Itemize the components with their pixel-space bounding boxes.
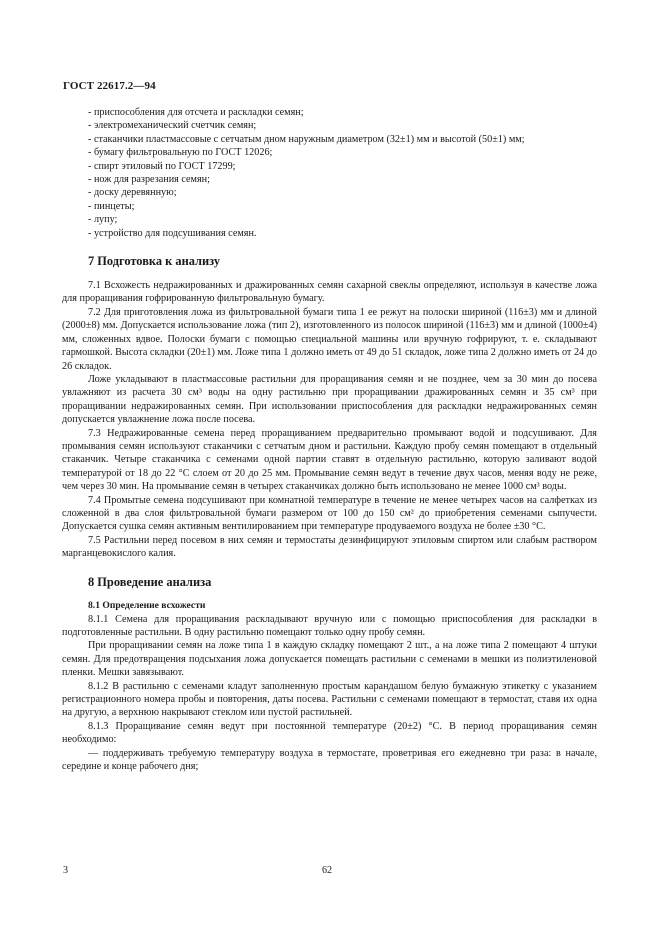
paragraph: 8.1.1 Семена для проращивания раскладывают вручную или с помощью приспособления для раскладки в подготовленные растильни. В одну растильню помещают только одну пробу семян. (62, 613, 597, 638)
list-item: - приспособления для отсчета и раскладки семян; (88, 107, 304, 118)
paragraph: 7.4 Промытые семена подсушивают при комнатной температуре в течение не менее четырех часов на салфетках из сложенной в два слоя фильтровальной бумаги размером от 100 до 150 см² до приобретения семенами сыпучести. Допускается сушка семян активным вентилированием при температуре продуваемого воздуха не более ±30 °С. (62, 494, 597, 533)
list-item: - электромеханический счетчик семян; (88, 120, 257, 132)
paragraph: 7.2 Для приготовления ложа из фильтровальной бумаги типа 1 ее режут на полоски шириной (116±3) мм и длиной (2000±8) мм. Допускается использование ложа (тип 2), изготовленного из полосок шириной (116±3) мм и длиной (1000±4) мм, сложенных вдвое. Полоски бумаги с помощью специальной машины или вручную гофрируют, т. е. складывают гармошкой. Высота складки (20±1) мм. Ложе типа 1 должно иметь от 49 до 51 складок, ложе типа 2 должно иметь от 24 до 26 складок. (62, 306, 597, 372)
list-item: - лупу; (88, 214, 118, 226)
list-item: - стаканчики пластмассовые с сетчатым дном наружным диаметром (32±1) мм и высотой (50±1) мм; (88, 133, 525, 145)
paragraph: 7.3 Недражированные семена перед проращиванием предварительно промывают водой и подсушивают. Для промывания семян используют стаканчики с сетчатым дном и растильни. Каждую пробу семян помещают в отдельный стаканчик. Четыре стаканчика с семенами одной партии ставят в отдельную растильню, которую заливают водой температурой от 18 до 22 °С слоем от 20 до 25 мм. Промывание семян ведут в течение двух часов, меняя воду не реже, чем через 30 мин. На промывание семян в четырех стаканчиках должно быть использовано не менее 1000 см³ воды. (62, 427, 597, 493)
list-item: - доску деревянную; (88, 187, 177, 199)
list-item: - спирт этиловый по ГОСТ 17299; (88, 160, 236, 172)
paragraph: 7.1 Всхожесть недражированных и дражированных семян сахарной свеклы определяют, используя в качестве ложа для проращивания гофрированную фильтровальную бумагу. (62, 280, 597, 305)
section-7-heading: 7 Подготовка к анализу (88, 254, 221, 269)
subsection-8-1-heading: 8.1 Определение всхожести (88, 599, 206, 611)
list-item: - бумагу фильтровальную по ГОСТ 12026; (88, 147, 273, 159)
list-item: - нож для разрезания семян; (88, 174, 210, 186)
paragraph: 8.1.3 Проращивание семян ведут при постоянной температуре (20±2) °С. В период проращивания семян необходимо: (62, 720, 597, 746)
paragraph: — поддерживать требуемую температуру воздуха в термостате, проветривая его ежедневно три раза: в начале, середине и конце рабочего дня; (62, 747, 597, 773)
list-item: - пинцеты; (88, 200, 135, 212)
page-number: 62 (322, 865, 332, 876)
section-8-heading: 8 Проведение анализа (88, 574, 212, 589)
paragraph: При проращивании семян на ложе типа 1 в каждую складку помещают 2 шт., а на ложе типа 2 помещают 4 штуки семян. Для предотвращения подсыхания ложа допускается помещать растильни с семенами в мешки из полиэтиленовой пленки. Мешки завязывают. (62, 640, 597, 679)
footer-left-number: 3 (63, 865, 68, 876)
paragraph: 8.1.2 В растильню с семенами кладут заполненную простым карандашом белую бумажную этикетку с указанием регистрационного номера пробы и повторения, даты посева. Растильни с семенами помещают в термостат, ставя их одна на другую, а верхнюю накрывают стеклом или пустой растильней. (62, 680, 597, 719)
document-id: ГОСТ 22617.2—94 (63, 80, 156, 92)
document-body (62, 106, 597, 773)
list-item: - устройство для подсушивания семян. (88, 227, 257, 239)
paragraph: 7.5 Растильни перед посевом в них семян и термостаты дезинфицируют этиловым спиртом или слабым раствором марганцевокислого калия. (62, 534, 597, 560)
paragraph: Ложе укладывают в пластмассовые растильни для проращивания семян и не позднее, чем за 30 мин до посева увлажняют из расчета 30 см³ воды на одну растильню при проращивании дражированных семян и 35 см³ при проращивании недражированных семян. При использовании приспособления для раскладки недражированных семян допускается увлажнение ложа после посева. (62, 373, 597, 426)
